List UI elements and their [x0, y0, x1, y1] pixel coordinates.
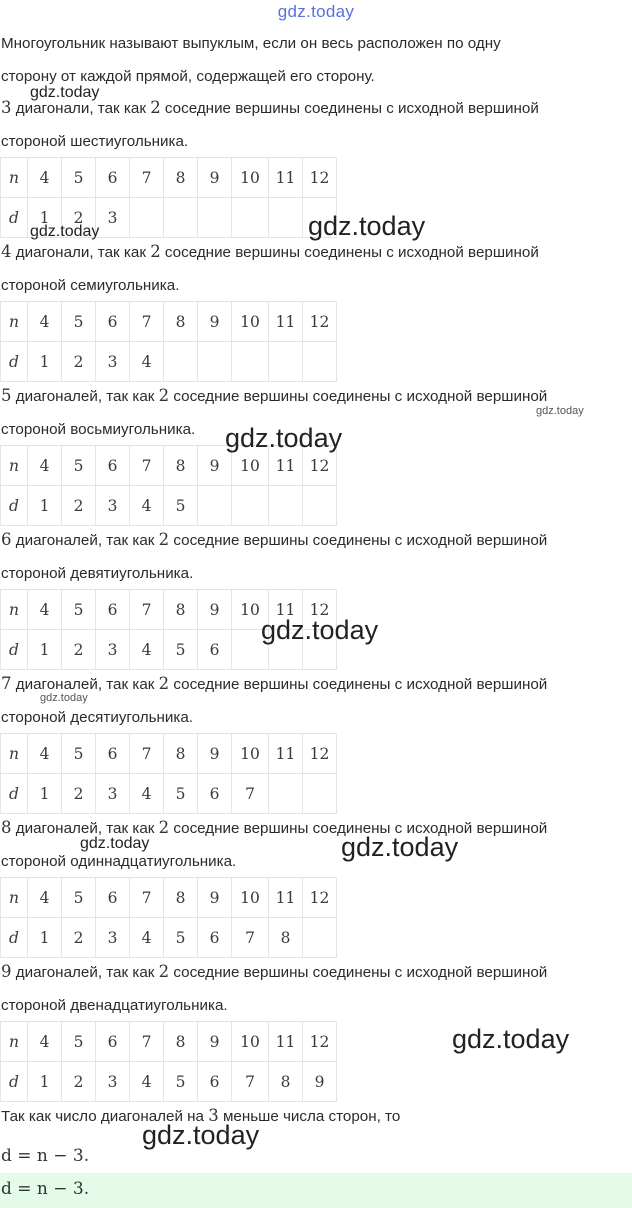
d-row: d 1 2 3 4 5 6 7 8 9 — [1, 1062, 337, 1102]
intro-line-1: Многоугольник называют выпуклым, если он весь расположен по одну — [1, 35, 501, 52]
watermark: gdz.today — [261, 615, 379, 645]
section-text-6: 8 диагоналей, так как 2 соседние вершины соединены с исходной вершиной стороной одиннадцатиугольника. — [1, 811, 629, 878]
d-row: d 1 2 3 — [1, 198, 337, 238]
d-row: d 1 2 3 4 — [1, 342, 337, 382]
nd-table-5 — [0, 733, 337, 814]
watermark: gdz.today — [142, 1120, 260, 1150]
diagonal-count: 6 — [1, 530, 12, 549]
d-row: d 1 2 3 4 5 6 7 — [1, 774, 337, 814]
watermark: gdz.today — [308, 211, 426, 241]
n-row: n 4 5 6 7 8 9 10 11 12 — [1, 878, 337, 918]
formula: d = n − 3. — [1, 1146, 90, 1166]
n-row: n 4 5 6 7 8 9 10 11 12 — [1, 302, 337, 342]
diagonal-count: 7 — [1, 674, 12, 693]
n-row: n 4 5 6 7 8 9 10 11 12 — [1, 158, 337, 198]
d-row: d 1 2 3 4 5 6 7 8 — [1, 918, 337, 958]
diagonal-count: 5 — [1, 386, 12, 405]
watermark: gdz.today — [40, 692, 88, 704]
section-text-4: 6 диагоналей, так как 2 соседние вершины соединены с исходной вершиной стороной девятиугольника. — [1, 523, 629, 590]
polygon-name: стороной девятиугольника. — [1, 565, 194, 582]
diagonal-count: 9 — [1, 962, 12, 981]
watermark: gdz.today — [536, 405, 584, 417]
polygon-name: стороной одиннадцатиугольника. — [1, 853, 237, 870]
polygon-name: стороной десятиугольника. — [1, 709, 194, 726]
diagonal-count: 4 — [1, 242, 12, 261]
n-row: n 4 5 6 7 8 9 10 11 12 — [1, 446, 337, 486]
n-row: n 4 5 6 7 8 9 10 11 12 — [1, 734, 337, 774]
watermark: gdz.today — [30, 223, 100, 240]
polygon-name: стороной двенадцатиугольника. — [1, 997, 228, 1014]
nd-table-3 — [0, 445, 337, 526]
nd-table-6 — [0, 877, 337, 958]
watermark: gdz.today — [225, 423, 343, 453]
n-row: n 4 5 6 7 8 9 10 11 12 — [1, 590, 337, 630]
diagonal-count: 8 — [1, 818, 12, 837]
watermark: gdz.today — [452, 1024, 570, 1054]
polygon-name: стороной семиугольника. — [1, 277, 180, 294]
section-text-2: 4 диагонали, так как 2 соседние вершины соединены с исходной вершиной стороной семиугольника. — [1, 235, 629, 302]
polygon-name: стороной восьмиугольника. — [1, 421, 196, 438]
diagonal-count: 3 — [1, 98, 12, 117]
conclusion-text: Так как число диагоналей на 3 меньше числа сторон, то — [1, 1106, 401, 1125]
nd-table-7 — [0, 1021, 337, 1102]
site-title[interactable]: gdz.today — [277, 2, 355, 21]
answer-box — [0, 1173, 632, 1208]
section-text-7: 9 диагоналей, так как 2 соседние вершины соединены с исходной вершиной стороной двенадцатиугольника. — [1, 955, 629, 1022]
section-text-1: 3 диагонали, так как 2 соседние вершины соединены с исходной вершиной стороной шестиугольника. — [1, 91, 629, 158]
section-text-5: 7 диагоналей, так как 2 соседние вершины соединены с исходной вершиной стороной десятиугольника. — [1, 667, 629, 734]
watermark: gdz.today — [80, 835, 150, 852]
answer-formula: d = n − 3. — [1, 1179, 90, 1199]
d-row: d 1 2 3 4 5 6 — [1, 630, 337, 670]
intro-line-2: сторону от каждой прямой, содержащей его сторону. — [1, 68, 375, 85]
section-text-3: 5 диагоналей, так как 2 соседние вершины соединены с исходной вершиной стороной восьмиугольника. — [1, 379, 629, 446]
polygon-name: стороной шестиугольника. — [1, 133, 189, 150]
n-row: n 4 5 6 7 8 9 10 11 12 — [1, 1022, 337, 1062]
nd-table-2 — [0, 301, 337, 382]
watermark: gdz.today — [30, 84, 100, 101]
d-row: d 1 2 3 4 5 — [1, 486, 337, 526]
watermark: gdz.today — [341, 832, 459, 862]
